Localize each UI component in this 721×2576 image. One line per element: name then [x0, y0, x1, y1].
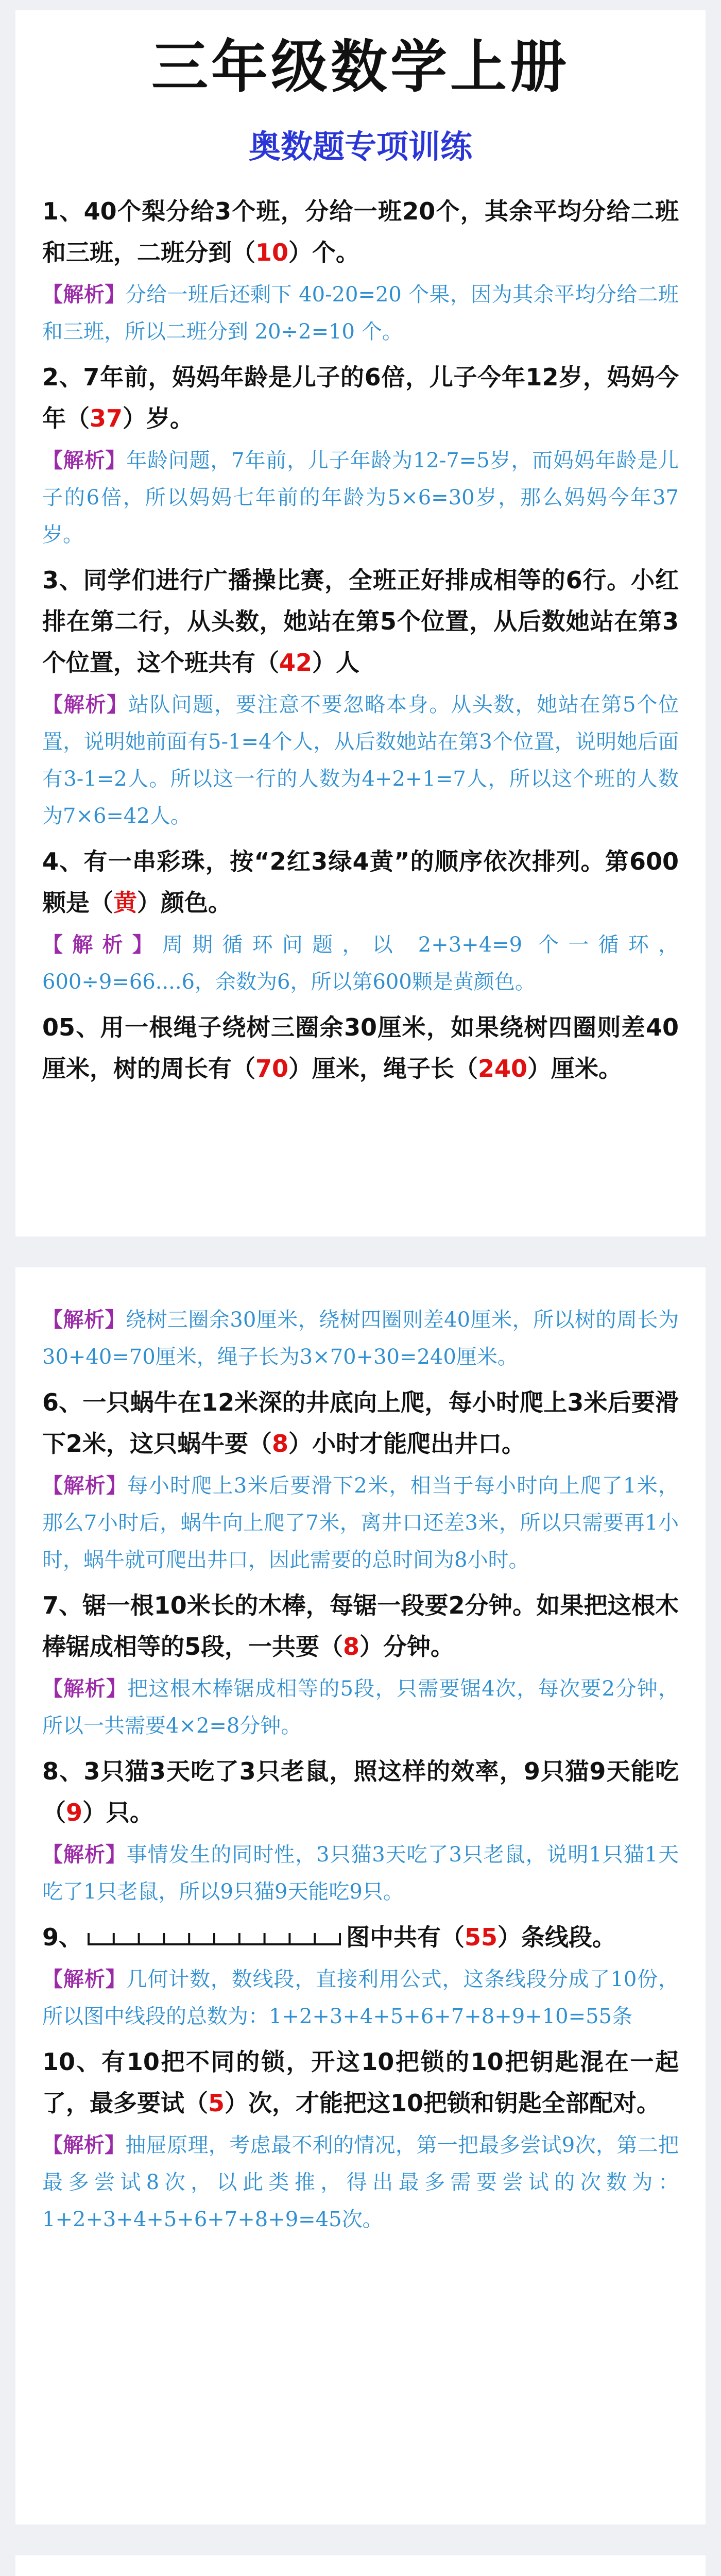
- worksheet-card-1: [15, 10, 706, 1236]
- answer-3: 42: [279, 649, 313, 676]
- page-subtitle: 奥数题专项训练: [248, 128, 472, 165]
- answer-5b: 240: [478, 1055, 528, 1082]
- analysis-2: 【解析】年龄问题，7年前，儿子年龄为12-7=5岁，而妈妈年龄是儿子的6倍，所以妈妈七年前的年龄为5×6=30岁，那么妈妈今年37岁。: [42, 448, 679, 547]
- analysis-tag: 【解析】: [42, 933, 162, 957]
- question-10: 10、有10把不同的锁，开这10把锁的10把钥匙混在一起了，最多要试（5）次，才能把这10把锁和钥匙全部配对。: [42, 2048, 679, 2117]
- analysis-tag: 【解析】: [42, 1676, 128, 1701]
- analysis-tag: 【解析】: [42, 448, 127, 472]
- page-title: 三年级数学上册: [151, 33, 570, 100]
- answer-6: 8: [272, 1430, 289, 1458]
- analysis-4: 【解析】周期循环问题，以 2+3+4=9 个一循环，600÷9=66....6，余数为6，所以第600颗是黄颜色。: [42, 933, 679, 994]
- analysis-tag: 【解析】: [42, 692, 128, 717]
- question-8: 8、3只猫3天吃了3只老鼠，照这样的效率，9只猫9天能吃（9）只。: [42, 1757, 679, 1826]
- analysis-tag: 【解析】: [42, 1473, 128, 1498]
- analysis-tag: 【解析】: [42, 1967, 127, 1991]
- analysis-1: 【解析】分给一班后还剩下 40-20=20 个果，因为其余平均分给二班和三班，所以二班分到 20÷2=10 个。: [42, 282, 679, 344]
- analysis-5: 【解析】绕树三圈余30厘米，绕树四圈则差40厘米，所以树的周长为30+40=70厘米，绳子长为3×70+30=240厘米。: [42, 1308, 679, 1369]
- question-9: 9、 图中共有（55）条线段。: [42, 1923, 616, 1951]
- answer-9: 55: [465, 1923, 498, 1951]
- answer-1: 10: [255, 239, 289, 266]
- question-1: 1、40个梨分给3个班，分给一班20个，其余平均分给二班和三班，二班分到（10）个。: [42, 197, 679, 266]
- worksheet-card-3: [15, 2555, 706, 2576]
- answer-2: 37: [90, 404, 123, 432]
- answer-8: 9: [66, 1799, 83, 1826]
- analysis-8: 【解析】事情发生的同时性，3只猫3天吃了3只老鼠，说明1只猫1天吃了1只老鼠，所以9只猫9天能吃9只。: [42, 1842, 679, 1904]
- question-5: 05、用一根绳子绕树三圈余30厘米，如果绕树四圈则差40厘米，树的周长有（70）厘米，绳子长（240）厘米。: [42, 1013, 679, 1082]
- question-4: 4、有一串彩珠，按“2红3绿4黄”的顺序依次排列。第600颗是（黄）颜色。: [42, 848, 679, 917]
- answer-10: 5: [208, 2089, 225, 2117]
- analysis-3: 【解析】站队问题，要注意不要忽略本身。从头数，她站在第5个位置，说明她前面有5-1=4个人，从后数她站在第3个位置，说明她后面有3-1=2人。所以这一行的人数为4+2+1=7人，所以这个班的人数为7×6=42人。: [42, 692, 679, 828]
- answer-7: 8: [343, 1633, 360, 1660]
- analysis-tag: 【解析】: [42, 282, 126, 307]
- answer-5a: 70: [255, 1055, 289, 1082]
- analysis-10: 【解析】抽屉原理，考虑最不利的情况，第一把最多尝试9次，第二把最多尝试8次，以此类推，得出最多需要尝试的次数为：1+2+3+4+5+6+7+8+9=45次。: [42, 2133, 679, 2231]
- question-2: 2、7年前，妈妈年龄是儿子的6倍，儿子今年12岁，妈妈今年（37）岁。: [42, 363, 679, 432]
- answer-4: 黄: [113, 889, 137, 917]
- analysis-9: 【解析】几何计数，数线段，直接利用公式，这条线段分成了10份，所以图中线段的总数为：1+2+3+4+5+6+7+8+9+10=55条: [42, 1967, 679, 2028]
- question-7: 7、锯一根10米长的木棒，每锯一段要2分钟。如果把这根木棒锯成相等的5段，一共要（8）分钟。: [42, 1591, 679, 1660]
- analysis-tag: 【解析】: [42, 1842, 127, 1867]
- analysis-7: 【解析】把这根木棒锯成相等的5段，只需要锯4次，每次要2分钟，所以一共需要4×2=8分钟。: [42, 1676, 679, 1738]
- worksheet-card-2: [15, 1267, 706, 2524]
- analysis-tag: 【解析】: [42, 1308, 126, 1332]
- analysis-6: 【解析】每小时爬上3米后要滑下2米，相当于每小时向上爬了1米，那么7小时后，蜗牛向上爬了7米，离井口还差3米，所以只需要再1小时，蜗牛就可爬出井口，因此需要的总时间为8小时。: [42, 1473, 679, 1572]
- question-6: 6、一只蜗牛在12米深的井底向上爬，每小时爬上3米后要滑下2米，这只蜗牛要（8）小时才能爬出井口。: [42, 1388, 679, 1458]
- segment-ruler-figure: [85, 1929, 343, 1950]
- analysis-tag: 【解析】: [42, 2133, 126, 2157]
- question-3: 3、同学们进行广播操比赛，全班正好排成相等的6行。小红排在第二行，从头数，她站在第5个位置，从后数她站在第3个位置，这个班共有（42）人: [42, 566, 679, 676]
